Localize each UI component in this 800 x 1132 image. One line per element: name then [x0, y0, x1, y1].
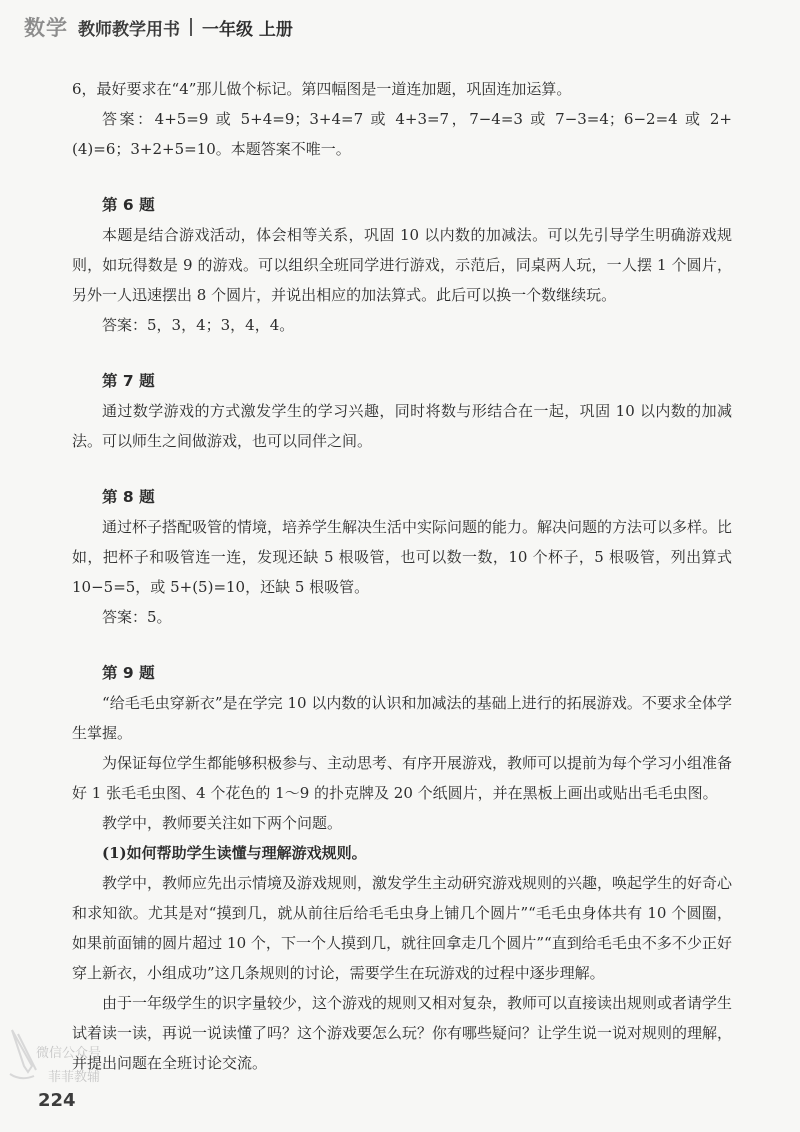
intro-answer: 答案：4+5=9 或 5+4=9；3+4=7 或 4+3=7，7−4=3 或 7−3=4；6−2=4 或 2+(4)=6；3+2+5=10。本题答案不唯一。 — [72, 110, 732, 158]
q6-body: 本题是结合游戏活动，体会相等关系，巩固 10 以内数的加减法。可以先引导学生明确游戏规则，如玩得数是 9 的游戏。可以组织全班同学进行游戏，示范后，同桌两人玩，一人摆 1 个圆片，另外一人迅速摆出 8 个圆片，并说出相应的加法算式。此后可以换一个数继续玩。 — [72, 226, 732, 304]
q6-title: 第 6 题 — [102, 196, 155, 214]
grade-volume: 一年级 上册 — [202, 19, 293, 40]
q8-body: 通过杯子搭配吸管的情境，培养学生解决生活中实际问题的能力。解决问题的方法可以多样。比如，把杯子和吸管连一连，发现还缺 5 根吸管，也可以数一数，10 个杯子，5 根吸管，列出算式 10−5=5，或 5+(5)=10，还缺 5 根吸管。 — [72, 518, 733, 596]
watermark-line-2: 菲菲教辅 — [48, 1070, 101, 1085]
q8-title: 第 8 题 — [102, 488, 155, 506]
q9-paragraph-2: 为保证每位学生都能够积极参与、主动思考、有序开展游戏，教师可以提前为每个学习小组准备好 1 张毛毛虫图、4 个花色的 1～9 的扑克牌及 20 个纸圆片，并在黑板上画出或贴出毛毛虫图。 — [72, 754, 733, 802]
q7-body: 通过数学游戏的方式激发学生的学习兴趣，同时将数与形结合在一起，巩固 10 以内数的加减法。可以师生之间做游戏，也可以同伴之间。 — [72, 402, 732, 450]
q9-paragraph-5: 由于一年级学生的识字量较少，这个游戏的规则又相对复杂，教师可以直接读出规则或者请学生试着读一读，再说一说读懂了吗？这个游戏要怎么玩？你有哪些疑问？让学生说一说对规则的理解，并提出问题在全班讨论交流。 — [72, 994, 733, 1072]
watermark-line-1: 微信公众号 — [36, 1046, 102, 1061]
page-header — [24, 12, 293, 42]
q6-answer: 答案：5，3，4；3，4，4。 — [102, 316, 295, 334]
q9-paragraph-3: 教学中，教师要关注如下两个问题。 — [102, 814, 343, 832]
intro-text: 6，最好要求在“4”那儿做个标记。第四幅图是一道连加题，巩固连加运算。 — [72, 80, 572, 98]
q8-answer: 答案：5。 — [102, 608, 172, 626]
book-title: 教师教学用书 — [78, 19, 180, 40]
header-divider — [190, 18, 192, 36]
page-content — [72, 74, 732, 1078]
page-number: 224 — [38, 1090, 76, 1111]
watermark — [6, 1026, 146, 1096]
math-logo: 数学 — [24, 16, 68, 40]
q7-title: 第 7 题 — [102, 372, 155, 390]
q9-title: 第 9 题 — [102, 664, 155, 682]
q9-subheading-1: (1)如何帮助学生读懂与理解游戏规则。 — [102, 844, 367, 862]
q9-paragraph-1: “给毛毛虫穿新衣”是在学完 10 以内数的认识和加减法的基础上进行的拓展游戏。不要求全体学生掌握。 — [72, 694, 732, 742]
q9-paragraph-4: 教学中，教师应先出示情境及游戏规则，激发学生主动研究游戏规则的兴趣，唤起学生的好奇心和求知欲。尤其是对“摸到几，就从前往后给毛毛虫身上铺几个圆片”“毛毛虫身体共有 10 个圆圈，如果前面铺的圆片超过 10 个，下一个人摸到几，就往回拿走几个圆片”“直到给毛毛虫不多不少正好穿上新衣，小组成功”这几条规则的讨论，需要学生在玩游戏的过程中逐步理解。 — [72, 874, 733, 982]
